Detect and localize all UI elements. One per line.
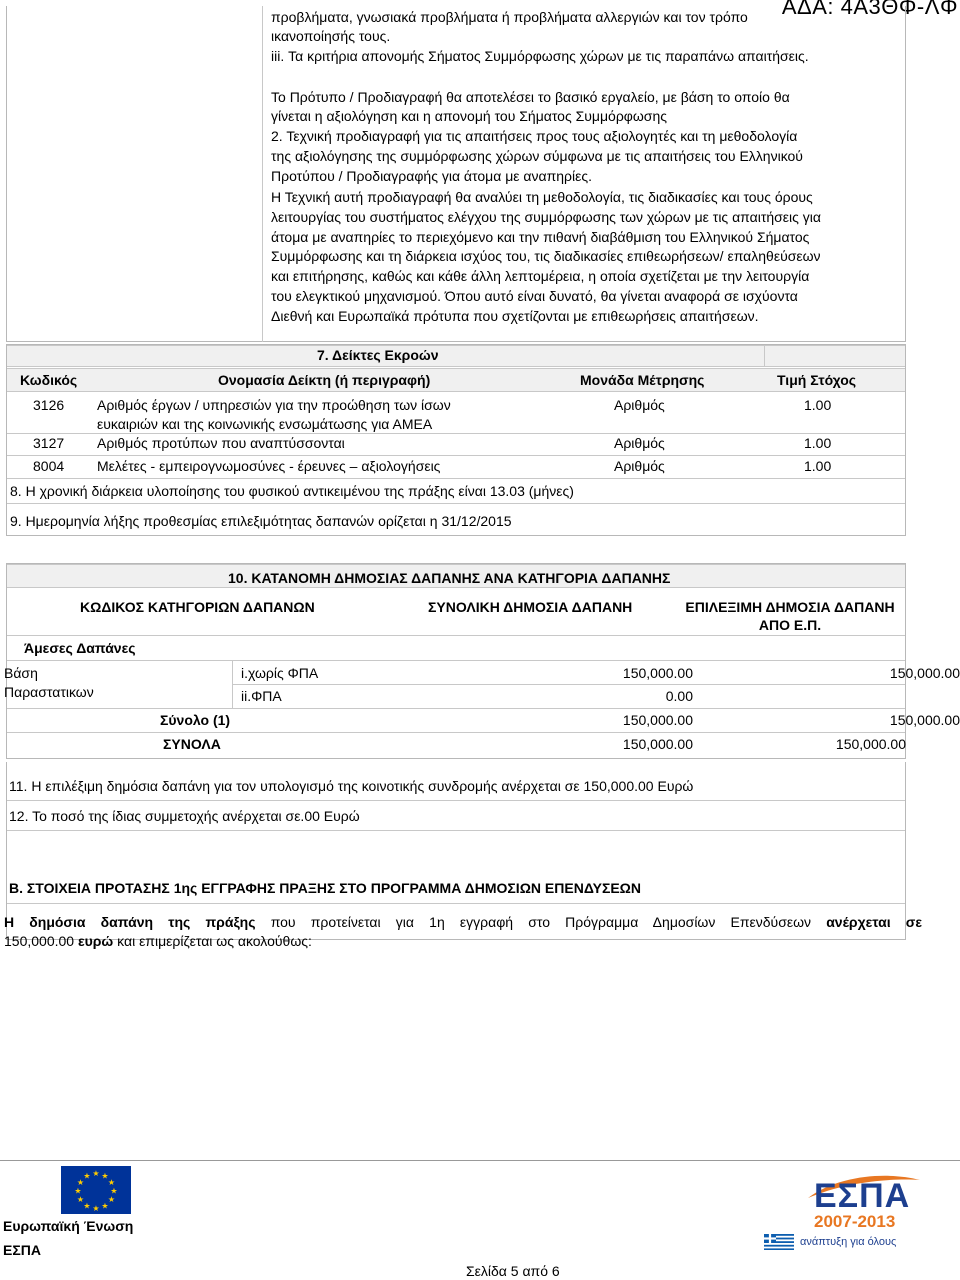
text-line: άτομα με αναπηρίες το περιεχόμενο και την πιθανή διαβάθμιση του Ελληνικού Σήματος: [271, 229, 810, 245]
row-target: 1.00: [804, 458, 832, 474]
row-divider: [7, 800, 905, 801]
svg-text:★: ★: [101, 1171, 109, 1181]
row-divider: [7, 708, 905, 709]
svg-text:★: ★: [110, 1186, 118, 1196]
vat-label: ii.ΦΠΑ: [241, 688, 282, 704]
text-line: Προτύπου / Προδιαγραφής για άτομα με αναπηρίες.: [271, 168, 592, 184]
pde-bold: Η δημόσια δαπάνη της πράξης: [4, 914, 256, 930]
pde-text: και επιμερίζεται ως ακολούθως:: [117, 933, 312, 949]
without-vat-label: i.χωρίς ΦΠΑ: [241, 665, 319, 681]
page-number: Σελίδα 5 από 6: [466, 1263, 560, 1279]
col-eligible-header: ΑΠΟ Ε.Π.: [758, 617, 822, 633]
pde-paragraph-line2: [4, 932, 312, 950]
text-line: 2. Τεχνική προδιαγραφή για τις απαιτήσεις προς τους αξιολογητές και τη μεθοδολογία: [271, 128, 798, 144]
svg-text:★: ★: [107, 1195, 116, 1204]
indicators-title-row: [7, 345, 905, 367]
row-target: 1.00: [804, 435, 832, 451]
subtotal-label: Σύνολο (1): [160, 712, 231, 728]
row-name: Μελέτες - εμπειρογνωμοσύνες - έρευνες – αξιολογήσεις: [97, 458, 441, 474]
text-line: και επιτήρησης, καθώς και κάθε άλλη λεπτομέρεια, η οποία σχετίζεται με την λειτουργία: [271, 268, 810, 284]
allocation-title: 10. ΚΑΤΑΝΟΜΗ ΔΗΜΟΣΙΑΣ ΔΑΠΑΝΗΣ ΑΝΑ ΚΑΤΗΓΟΡΙΑ ΔΑΠΑΝΗΣ: [228, 570, 671, 586]
row-divider: [232, 684, 905, 685]
greek-flag-icon: [764, 1234, 794, 1250]
subtotal-eligible: 150,000.00: [889, 712, 960, 728]
svg-text:★: ★: [74, 1186, 82, 1196]
text-line: λειτουργίας του συστήματος ελέγχου της συμμόρφωσης των χώρων με τις απαιτήσεις για: [271, 209, 821, 225]
header-target: Τιμή Στόχος: [777, 372, 857, 388]
row-divider: [7, 903, 905, 904]
vat-total: 0.00: [665, 688, 693, 704]
row-divider: [7, 635, 905, 636]
row-divider: [7, 503, 905, 504]
header-code: Κωδικός: [20, 372, 78, 388]
svg-text:★: ★: [83, 1201, 91, 1211]
grand-total-label: ΣΥΝΟΛΑ: [163, 736, 221, 752]
top-text-divider: [262, 6, 263, 342]
text-line: Συμμόρφωσης και τη διάρκεια ισχύος του, τις διαδικασίες επιθεωρήσεων/ επαληθεύσεων: [271, 248, 821, 264]
row-name: Αριθμός έργων / υπηρεσιών για την προώθηση των ίσων: [97, 397, 451, 413]
row-unit: Αριθμός: [614, 435, 665, 451]
title-cell-divider: [764, 345, 765, 367]
indicators-title: 7. Δείκτες Εκροών: [317, 347, 439, 363]
footer-rule: [0, 1160, 960, 1161]
note-11: 11. Η επιλέξιμη δημόσια δαπάνη για τον υπολογισμό της κοινοτικής συνδρομής ανέρχεται σε 150,000.00 Ευρώ: [9, 778, 694, 794]
basis-label: Παραστατικων: [4, 684, 94, 700]
text-line: ικανοποίησής τους.: [271, 28, 391, 44]
row-divider: [7, 455, 905, 456]
without-vat-total: 150,000.00: [622, 665, 693, 681]
text-line: Το Πρότυπο / Προδιαγραφή θα αποτελέσει το βασικό εργαλείο, με βάση το οποίο θα: [271, 89, 790, 105]
row-code: 3127: [33, 435, 65, 451]
espa-label: ΕΣΠΑ: [3, 1242, 41, 1258]
text-line: iii. Τα κριτήρια απονομής Σήματος Συμμόρφωσης χώρων με τις παραπάνω απαιτήσεις.: [271, 48, 809, 64]
pde-text: που προτείνεται για 1η εγγραφή στο Πρόγραμμα Δημοσίων Επενδύσεων: [270, 914, 812, 930]
espa-logo-slogan: ανάπτυξη για όλους: [800, 1236, 897, 1248]
row-divider: [7, 732, 905, 733]
col-total-header: ΣΥΝΟΛΙΚΗ ΔΗΜΟΣΙΑ ΔΑΠΑΝΗ: [428, 599, 633, 615]
row-unit: Αριθμός: [614, 458, 665, 474]
svg-text:★: ★: [76, 1195, 85, 1204]
eu-flag-icon: [61, 1166, 131, 1214]
deadline-text: 9. Ημερομηνία λήξης προθεσμίας επιλεξιμότητας δαπανών ορίζεται η 31/12/2015: [10, 513, 512, 529]
note-12: 12. Το ποσό της ίδιας συμμετοχής ανέρχεται σε.00 Ευρώ: [9, 808, 360, 824]
text-line: γίνεται η αξιολόγηση και η απονομή του Σήματος Συμμόρφωσης: [271, 108, 667, 124]
allocation-box: [6, 563, 906, 759]
direct-costs-label: Άμεσες Δαπάνες: [24, 640, 136, 656]
pde-amount: 150,000.00: [4, 933, 75, 949]
svg-text:★: ★: [76, 1178, 85, 1187]
row-divider: [7, 660, 905, 661]
svg-text:★: ★: [92, 1169, 100, 1178]
without-vat-eligible: 150,000.00: [889, 665, 960, 681]
text-line: της αξιολόγησης της συμμόρφωσης χώρων σύμφωνα με τις απαιτήσεις του Ελληνικού: [271, 148, 803, 164]
espa-logo-text: ΕΣΠΑ: [814, 1177, 911, 1215]
row-code: 8004: [33, 458, 65, 474]
text-line: Η Τεχνική αυτή προδιαγραφή θα αναλύει τη μεθοδολογία, τις διαδικασίες και τους όρους: [271, 189, 813, 205]
svg-text:★: ★: [101, 1201, 109, 1211]
col-eligible-header: ΕΠΙΛΕΞΙΜΗ ΔΗΜΟΣΙΑ ΔΑΠΑΝΗ: [685, 599, 895, 615]
svg-text:★: ★: [92, 1204, 100, 1213]
eu-label: Ευρωπαϊκή Ένωση: [3, 1218, 134, 1234]
pde-bold: ανέρχεται σε: [826, 914, 922, 930]
svg-text:★: ★: [107, 1178, 116, 1187]
section-b-heading: Β. ΣΤΟΙΧΕΙΑ ΠΡΟΤΑΣΗΣ 1ης ΕΓΓΡΑΦΗΣ ΠΡΑΞΗΣ ΣΤΟ ΠΡΟΓΡΑΜΜΑ ΔΗΜΟΣΙΩΝ ΕΠΕΝΔΥΣΕΩΝ: [9, 880, 642, 896]
row-divider: [7, 478, 905, 479]
pde-paragraph-line1: [4, 913, 922, 931]
svg-text:★: ★: [83, 1171, 91, 1181]
ada-code: ΑΔΑ: 4Α3ΘΦ-ΛΦ: [781, 0, 958, 19]
row-divider: [7, 830, 905, 831]
row-target: 1.00: [804, 397, 832, 413]
grand-eligible: 150,000.00: [835, 736, 906, 752]
header-unit: Μονάδα Μέτρησης: [580, 372, 705, 388]
espa-logo-years: 2007-2013: [814, 1212, 896, 1231]
row-unit: Αριθμός: [614, 397, 665, 413]
espa-logo: [800, 1172, 926, 1252]
row-name: Αριθμός προτύπων που αναπτύσσονται: [97, 435, 345, 451]
basis-label: Βάση: [4, 665, 38, 681]
pde-bold: ευρώ: [77, 933, 114, 949]
grand-total: 150,000.00: [622, 736, 693, 752]
row-name: ευκαιριών και της κοινωνικής ενσωμάτωσης για ΑΜΕΑ: [97, 416, 433, 432]
text-line: του ελεγκτικού μηχανισμού. Όπου αυτό είναι δυνατό, θα γίνεται αναφορά σε ισχύοντα: [271, 288, 798, 304]
row-code: 3126: [33, 397, 65, 413]
duration-text: 8. Η χρονική διάρκεια υλοποίησης του φυσικού αντικειμένου της πράξης είναι 13.03 (μήνες): [10, 483, 574, 499]
text-line: Διεθνή και Ευρωπαϊκά πρότυπα που σχετίζονται με επιθεωρήσεις απαιτήσεων.: [271, 308, 759, 324]
indicators-header-row: [7, 368, 905, 392]
text-line: προβλήματα, γνωσιακά προβλήματα ή προβλήματα αλλεργιών και τον τρόπο: [271, 9, 748, 25]
subtotal-total: 150,000.00: [622, 712, 693, 728]
col-codes-header: ΚΩΔΙΚΟΣ ΚΑΤΗΓΟΡΙΩΝ ΔΑΠΑΝΩΝ: [80, 599, 315, 615]
header-name: Ονομασία Δείκτη (ή περιγραφή): [218, 372, 431, 388]
